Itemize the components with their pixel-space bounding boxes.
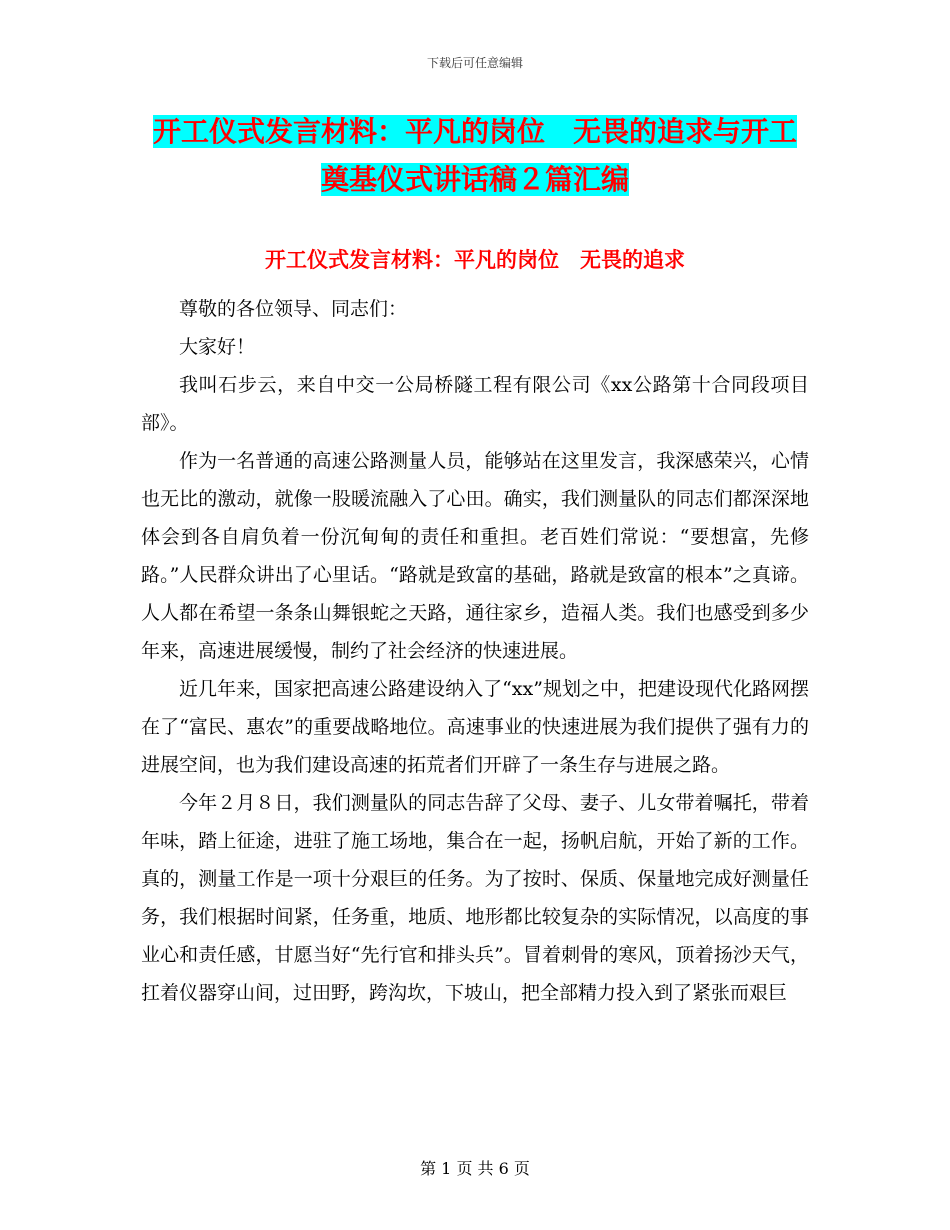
title-line-2: 奠基仪式讲话稿２篇汇编 [320, 163, 629, 196]
section-title: 开工仪式发言材料：平凡的岗位 无畏的追求 [265, 248, 685, 272]
paragraph: 今年２月８日，我们测量队的同志告辞了父母、妻子、儿女带着嘱托，带着年味，踏上征途，进驻了施工场地，集合在一起，扬帆启航，开始了新的工作。真的，测量工作是一项十分艰巨的任务。为了按时、保质、保量地完成好测量任务，我们根据时间紧，任务重，地质、地形都比较复杂的实际情况，以高度的事业心和责任感，甘愿当好“先行官和排头兵”。冒着刺骨的寒风，顶着扬沙天气，扛着仪器穿山间，过田野，跨沟坎，下坡山，把全部精力投入到了紧张而艰巨 [141, 792, 809, 1004]
title-line-1: 开工仪式发言材料：平凡的岗位 无畏的追求与开工 [152, 115, 797, 148]
header-note: 下载后可任意编辑 [426, 56, 523, 70]
paragraph: 作为一名普通的高速公路测量人员，能够站在这里发言，我深感荣兴，心情也无比的激动，就像一股暖流融入了心田。确实，我们测量队的同志们都深深地体会到各自肩负着一份沉甸甸的责任和重担。老百姓们常说：“要想富，先修路。”人民群众讲出了心里话。“路就是致富的基础，路就是致富的根本”之真谛。人人都在希望一条条山舞银蛇之天路，通往家乡，造福人类。我们也感受到多少年来，高速进展缓慢，制约了社会经济的快速进展。 [141, 450, 809, 662]
paragraph: 我叫石步云，来自中交一公局桥隧工程有限公司《xx公路第十合同段项目部》。 [141, 374, 809, 434]
page-footer: 第 1 页 共 6 页 [420, 1159, 530, 1178]
document-title [100, 108, 850, 204]
paragraph: 尊敬的各位领导、同志们： [179, 298, 408, 320]
body-text [141, 290, 809, 1012]
paragraph: 近几年来，国家把高速公路建设纳入了“xx”规划之中，把建设现代化路网摆在了“富民、惠农”的重要战略地位。高速事业的快速进展为我们提供了强有力的进展空间，也为我们建设高速的拓荒者们开辟了一条生存与进展之路。 [141, 678, 809, 776]
paragraph: 大家好！ [179, 336, 256, 358]
